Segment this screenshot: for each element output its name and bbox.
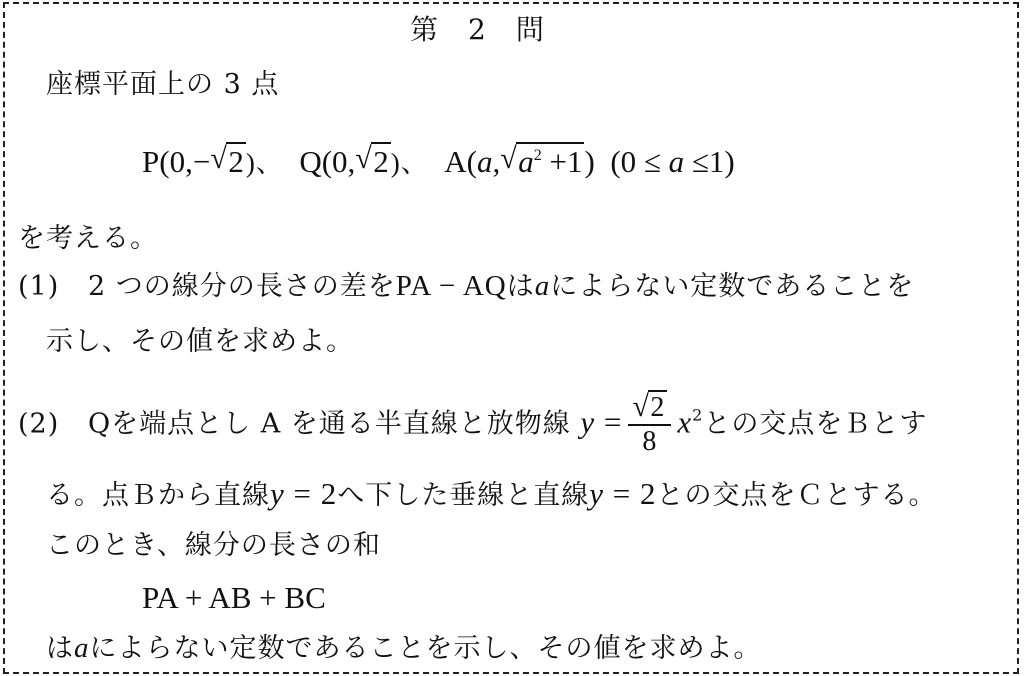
problem-title: 第 2 問 — [410, 13, 545, 46]
points-line — [142, 146, 735, 177]
point-p-radicand: 2 — [228, 144, 244, 179]
fraction — [628, 394, 671, 456]
part2-line5-pre: は — [46, 633, 74, 664]
sum-expression: PA + AB + BC — [142, 580, 326, 615]
part2-line1 — [18, 394, 927, 456]
part1-expr: PA − AQ — [395, 270, 507, 302]
part1-var: a — [534, 270, 551, 302]
sqrt-icon — [632, 394, 667, 422]
part2-line3: このとき、線分の長さの和 — [46, 530, 381, 561]
cond-var: a — [668, 144, 685, 179]
point-q-radicand: 2 — [373, 144, 389, 179]
part2-line2-y2: y — [589, 476, 605, 511]
point-a-sep: , — [492, 144, 501, 179]
point-p-label: P(0, — [142, 144, 193, 179]
part2-text-post: との交点をＢとす — [703, 408, 928, 440]
cond-close: ≤1) — [684, 144, 735, 179]
part2-line2 — [46, 478, 937, 509]
sqrt-icon — [210, 146, 246, 177]
part1-text-post: によらない定数であることを — [550, 271, 915, 302]
part2-line5-var: a — [74, 632, 90, 664]
cond-open: (0 ≤ — [610, 144, 669, 179]
part1-text-pre: 2 つの線分の長さの差を — [88, 271, 396, 302]
part2-line2-y: y — [270, 476, 285, 511]
part2-line5 — [46, 634, 762, 663]
sqrt-icon — [500, 146, 584, 177]
point-a-var: a — [477, 144, 493, 179]
point-a-rad-var: a — [518, 144, 534, 179]
part2-line2-mid: へ下した垂線と直線 — [337, 480, 590, 511]
point-a-rad-rest: +1 — [541, 144, 583, 179]
point-a-rad-exp: 2 — [533, 147, 542, 164]
part2-line5-post: によらない定数であることを示し、その値を求めよ。 — [89, 633, 762, 664]
point-a-end: ) — [584, 144, 595, 179]
part2-eq-lhs: y — [580, 404, 596, 440]
intro-text: 座標平面上の 3 点 — [46, 69, 280, 100]
part2-eq-sign: = — [595, 404, 623, 440]
part2-x-exp: 2 — [692, 405, 704, 425]
point-p-end: )、 — [245, 148, 284, 178]
point-a-label: A( — [444, 144, 477, 179]
part2-line2-eq2: = 2 — [604, 476, 657, 511]
point-q-end: )、 — [390, 148, 429, 178]
part2-line2-eq: = 2 — [284, 476, 338, 511]
part1-line2: 示し、その値を求めよ。 — [46, 326, 354, 357]
point-p-sign: − — [192, 144, 211, 179]
point-q-label: Q(0, — [299, 144, 356, 179]
sqrt-icon — [355, 146, 391, 177]
part2-text-pre: Qを端点とし A を通る半直線と放物線 — [88, 408, 571, 440]
part2-line2-post: との交点をＣとする。 — [656, 480, 937, 511]
part1-text-mid: は — [506, 271, 535, 302]
part2-number: (2) — [18, 408, 60, 440]
part1-number: (1) — [18, 271, 60, 302]
part2-line2-pre: る。点Ｂから直線 — [46, 480, 270, 511]
part1-line1 — [18, 272, 914, 301]
consider-text: を考える。 — [18, 223, 158, 254]
frac-denominator: 8 — [642, 426, 658, 457]
frac-num-radicand: 2 — [650, 392, 666, 423]
part2-x-var: x — [677, 404, 693, 440]
